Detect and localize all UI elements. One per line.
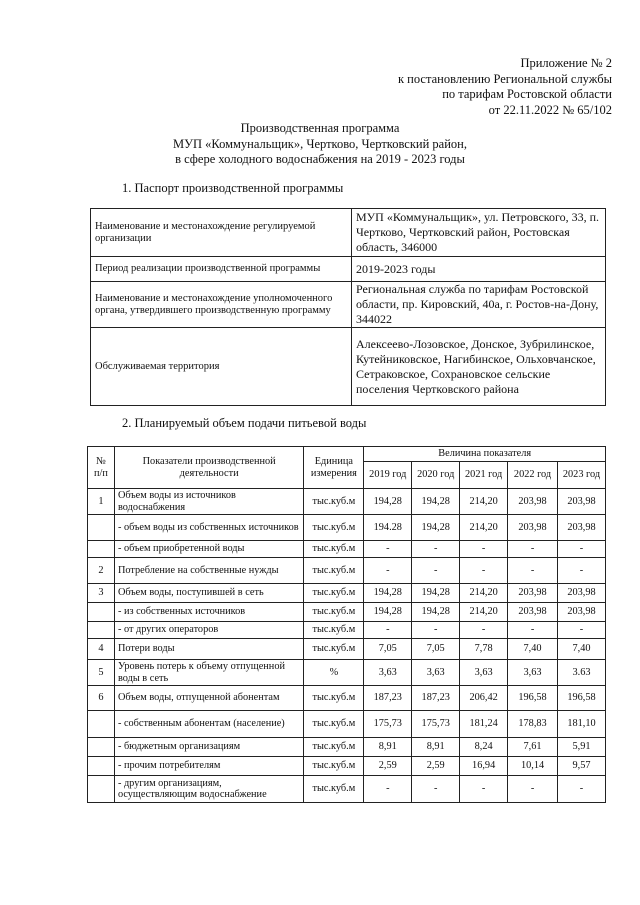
row-unit: тыс.куб.м xyxy=(304,622,364,639)
row-value: 194,28 xyxy=(364,489,412,515)
table-row xyxy=(88,738,606,757)
row-value: 178,83 xyxy=(508,711,558,738)
row-value: 2,59 xyxy=(412,757,460,776)
row-number xyxy=(88,622,115,639)
row-value: - xyxy=(460,558,508,584)
row-value: - xyxy=(460,541,508,558)
row-value: 8,24 xyxy=(460,738,508,757)
header-value-group: Величина показателя xyxy=(364,447,606,462)
table-row xyxy=(88,489,606,515)
table-row xyxy=(88,584,606,603)
row-unit: тыс.куб.м xyxy=(304,738,364,757)
row-value: - xyxy=(508,558,558,584)
row-value: - xyxy=(364,558,412,584)
row-value: 203,98 xyxy=(508,603,558,622)
row-value: 203,98 xyxy=(558,603,606,622)
row-value: 8,91 xyxy=(412,738,460,757)
row-number xyxy=(88,776,115,803)
row-number xyxy=(88,515,115,541)
row-value: 203,98 xyxy=(558,584,606,603)
row-value: - xyxy=(412,776,460,803)
row-indicator: Потребление на собственные нужды xyxy=(114,558,303,584)
passport-label: Обслуживаемая территория xyxy=(91,328,352,406)
row-value: - xyxy=(508,776,558,803)
row-value: 196,58 xyxy=(558,686,606,711)
row-indicator: Потери воды xyxy=(114,639,303,660)
passport-value: Региональная служба по тарифам Ростовской области, пр. Кировский, 40а, г. Ростов-на-Дону, 344022 xyxy=(352,282,606,328)
row-value: 7,05 xyxy=(412,639,460,660)
water-volume-table xyxy=(87,446,606,803)
row-number xyxy=(88,711,115,738)
row-unit: тыс.куб.м xyxy=(304,541,364,558)
row-unit: тыс.куб.м xyxy=(304,489,364,515)
row-value: 194,28 xyxy=(412,515,460,541)
row-value: 5,91 xyxy=(558,738,606,757)
row-unit: тыс.куб.м xyxy=(304,584,364,603)
row-value: - xyxy=(558,776,606,803)
annex-line: от 22.11.2022 № 65/102 xyxy=(488,102,612,117)
annex-header xyxy=(398,56,612,118)
table-row xyxy=(88,660,606,686)
header-num: № п/п xyxy=(88,447,115,489)
row-indicator: - прочим потребителям xyxy=(114,757,303,776)
row-value: - xyxy=(558,541,606,558)
row-value: 194,28 xyxy=(412,584,460,603)
row-value: - xyxy=(364,776,412,803)
row-unit: тыс.куб.м xyxy=(304,515,364,541)
row-value: 187,23 xyxy=(412,686,460,711)
row-value: - xyxy=(412,541,460,558)
row-indicator: - от других операторов xyxy=(114,622,303,639)
row-value: - xyxy=(412,622,460,639)
title-line: МУП «Коммунальщик», Чертково, Чертковский район, xyxy=(173,136,467,151)
row-value: 7,05 xyxy=(364,639,412,660)
row-indicator: - собственным абонентам (население) xyxy=(114,711,303,738)
row-value: 10,14 xyxy=(508,757,558,776)
row-value: 194,28 xyxy=(364,603,412,622)
row-value: 3,63 xyxy=(364,660,412,686)
row-number: 4 xyxy=(88,639,115,660)
row-value: - xyxy=(508,541,558,558)
annex-line: Приложение № 2 xyxy=(520,56,612,70)
row-value: 214,20 xyxy=(460,515,508,541)
row-number xyxy=(88,603,115,622)
row-unit: тыс.куб.м xyxy=(304,558,364,584)
row-value: 203,98 xyxy=(558,489,606,515)
row-value: 9,57 xyxy=(558,757,606,776)
row-value: - xyxy=(364,541,412,558)
row-value: 194,28 xyxy=(412,603,460,622)
table-row xyxy=(88,639,606,660)
row-value: 175,73 xyxy=(412,711,460,738)
row-indicator: Объем воды из источников водоснабжения xyxy=(114,489,303,515)
document-title xyxy=(0,121,640,168)
table-row xyxy=(88,757,606,776)
annex-line: по тарифам Ростовской области xyxy=(442,87,612,101)
row-value: 194,28 xyxy=(412,489,460,515)
passport-row xyxy=(91,209,606,257)
row-unit: тыс.куб.м xyxy=(304,603,364,622)
row-value: 214,20 xyxy=(460,603,508,622)
row-value: 214,20 xyxy=(460,489,508,515)
row-value: 7,61 xyxy=(508,738,558,757)
row-unit: тыс.куб.м xyxy=(304,776,364,803)
row-number: 2 xyxy=(88,558,115,584)
row-indicator: Уровень потерь к объему отпущенной воды в сеть xyxy=(114,660,303,686)
header-year: 2020 год xyxy=(412,462,460,489)
passport-row xyxy=(91,328,606,406)
header-year: 2022 год xyxy=(508,462,558,489)
row-value: 203,98 xyxy=(508,515,558,541)
row-value: 187,23 xyxy=(364,686,412,711)
passport-label: Наименование и местонахождение уполномоченного органа, утвердившего производственную программу xyxy=(91,282,352,328)
row-value: 181,24 xyxy=(460,711,508,738)
row-value: 3,63 xyxy=(460,660,508,686)
header-unit: Единица измерения xyxy=(304,447,364,489)
row-value: 206,42 xyxy=(460,686,508,711)
annex-line: к постановлению Региональной службы xyxy=(397,71,612,86)
row-value: 8,91 xyxy=(364,738,412,757)
row-value: 7,40 xyxy=(558,639,606,660)
row-indicator: Объем воды, поступившей в сеть xyxy=(114,584,303,603)
row-unit: тыс.куб.м xyxy=(304,639,364,660)
row-number xyxy=(88,541,115,558)
row-value: 214,20 xyxy=(460,584,508,603)
header-year: 2019 год xyxy=(364,462,412,489)
row-value: - xyxy=(364,622,412,639)
row-number: 5 xyxy=(88,660,115,686)
table-row xyxy=(88,558,606,584)
header-year: 2021 год xyxy=(460,462,508,489)
table-header-row xyxy=(88,447,606,462)
row-indicator: - объем воды из собственных источников xyxy=(114,515,303,541)
table-row xyxy=(88,603,606,622)
row-value: - xyxy=(558,558,606,584)
title-line: Производственная программа xyxy=(240,121,400,135)
row-value: - xyxy=(460,776,508,803)
row-unit: тыс.куб.м xyxy=(304,757,364,776)
row-number xyxy=(88,757,115,776)
row-number xyxy=(88,738,115,757)
header-year: 2023 год xyxy=(558,462,606,489)
row-value: - xyxy=(412,558,460,584)
passport-table xyxy=(90,208,606,406)
row-value: 7,78 xyxy=(460,639,508,660)
table-row xyxy=(88,622,606,639)
row-value: 203,98 xyxy=(508,489,558,515)
row-indicator: - другим организациям, осуществляющим водоснабжение xyxy=(114,776,303,803)
row-value: 196,58 xyxy=(508,686,558,711)
row-indicator: - объем приобретенной воды xyxy=(114,541,303,558)
row-value: 16,94 xyxy=(460,757,508,776)
row-indicator: - из собственных источников xyxy=(114,603,303,622)
table-row xyxy=(88,515,606,541)
table-row xyxy=(88,541,606,558)
header-indicator: Показатели производственной деятельности xyxy=(114,447,303,489)
row-value: 194.28 xyxy=(364,515,412,541)
row-value: 2,59 xyxy=(364,757,412,776)
row-value: 7,40 xyxy=(508,639,558,660)
table-row xyxy=(88,686,606,711)
row-value: 3.63 xyxy=(558,660,606,686)
row-indicator: Объем воды, отпущенной абонентам xyxy=(114,686,303,711)
title-line: в сфере холодного водоснабжения на 2019 - 2023 годы xyxy=(175,152,465,166)
table-row xyxy=(88,776,606,803)
table-row xyxy=(88,711,606,738)
passport-label: Наименование и местонахождение регулируемой организации xyxy=(91,209,352,257)
row-value: - xyxy=(508,622,558,639)
row-value: 175,73 xyxy=(364,711,412,738)
row-value: 203,98 xyxy=(508,584,558,603)
row-number: 3 xyxy=(88,584,115,603)
passport-row xyxy=(91,257,606,282)
row-number: 1 xyxy=(88,489,115,515)
row-value: 181,10 xyxy=(558,711,606,738)
passport-value: 2019-2023 годы xyxy=(352,257,606,282)
passport-label: Период реализации производственной программы xyxy=(91,257,352,282)
row-number: 6 xyxy=(88,686,115,711)
row-value: 203,98 xyxy=(558,515,606,541)
row-indicator: - бюджетным организациям xyxy=(114,738,303,757)
row-value: 3,63 xyxy=(508,660,558,686)
row-value: - xyxy=(460,622,508,639)
row-unit: % xyxy=(304,660,364,686)
section2-heading: 2. Планируемый объем подачи питьевой воды xyxy=(122,416,367,430)
row-value: - xyxy=(558,622,606,639)
passport-row xyxy=(91,282,606,328)
row-value: 3,63 xyxy=(412,660,460,686)
section1-heading: 1. Паспорт производственной программы xyxy=(122,181,344,195)
row-value: 194,28 xyxy=(364,584,412,603)
row-unit: тыс.куб.м xyxy=(304,686,364,711)
passport-value: Алексеево-Лозовское, Донское, Зубрилинское, Кутейниковское, Нагибинское, Ольховчанское, Сетраковское, Сохрановское сельские поселения Чертковского района xyxy=(352,328,606,406)
row-unit: тыс.куб.м xyxy=(304,711,364,738)
passport-value: МУП «Коммунальщик», ул. Петровского, 33, п. Чертково, Чертковский район, Ростовская область, 346000 xyxy=(352,209,606,257)
